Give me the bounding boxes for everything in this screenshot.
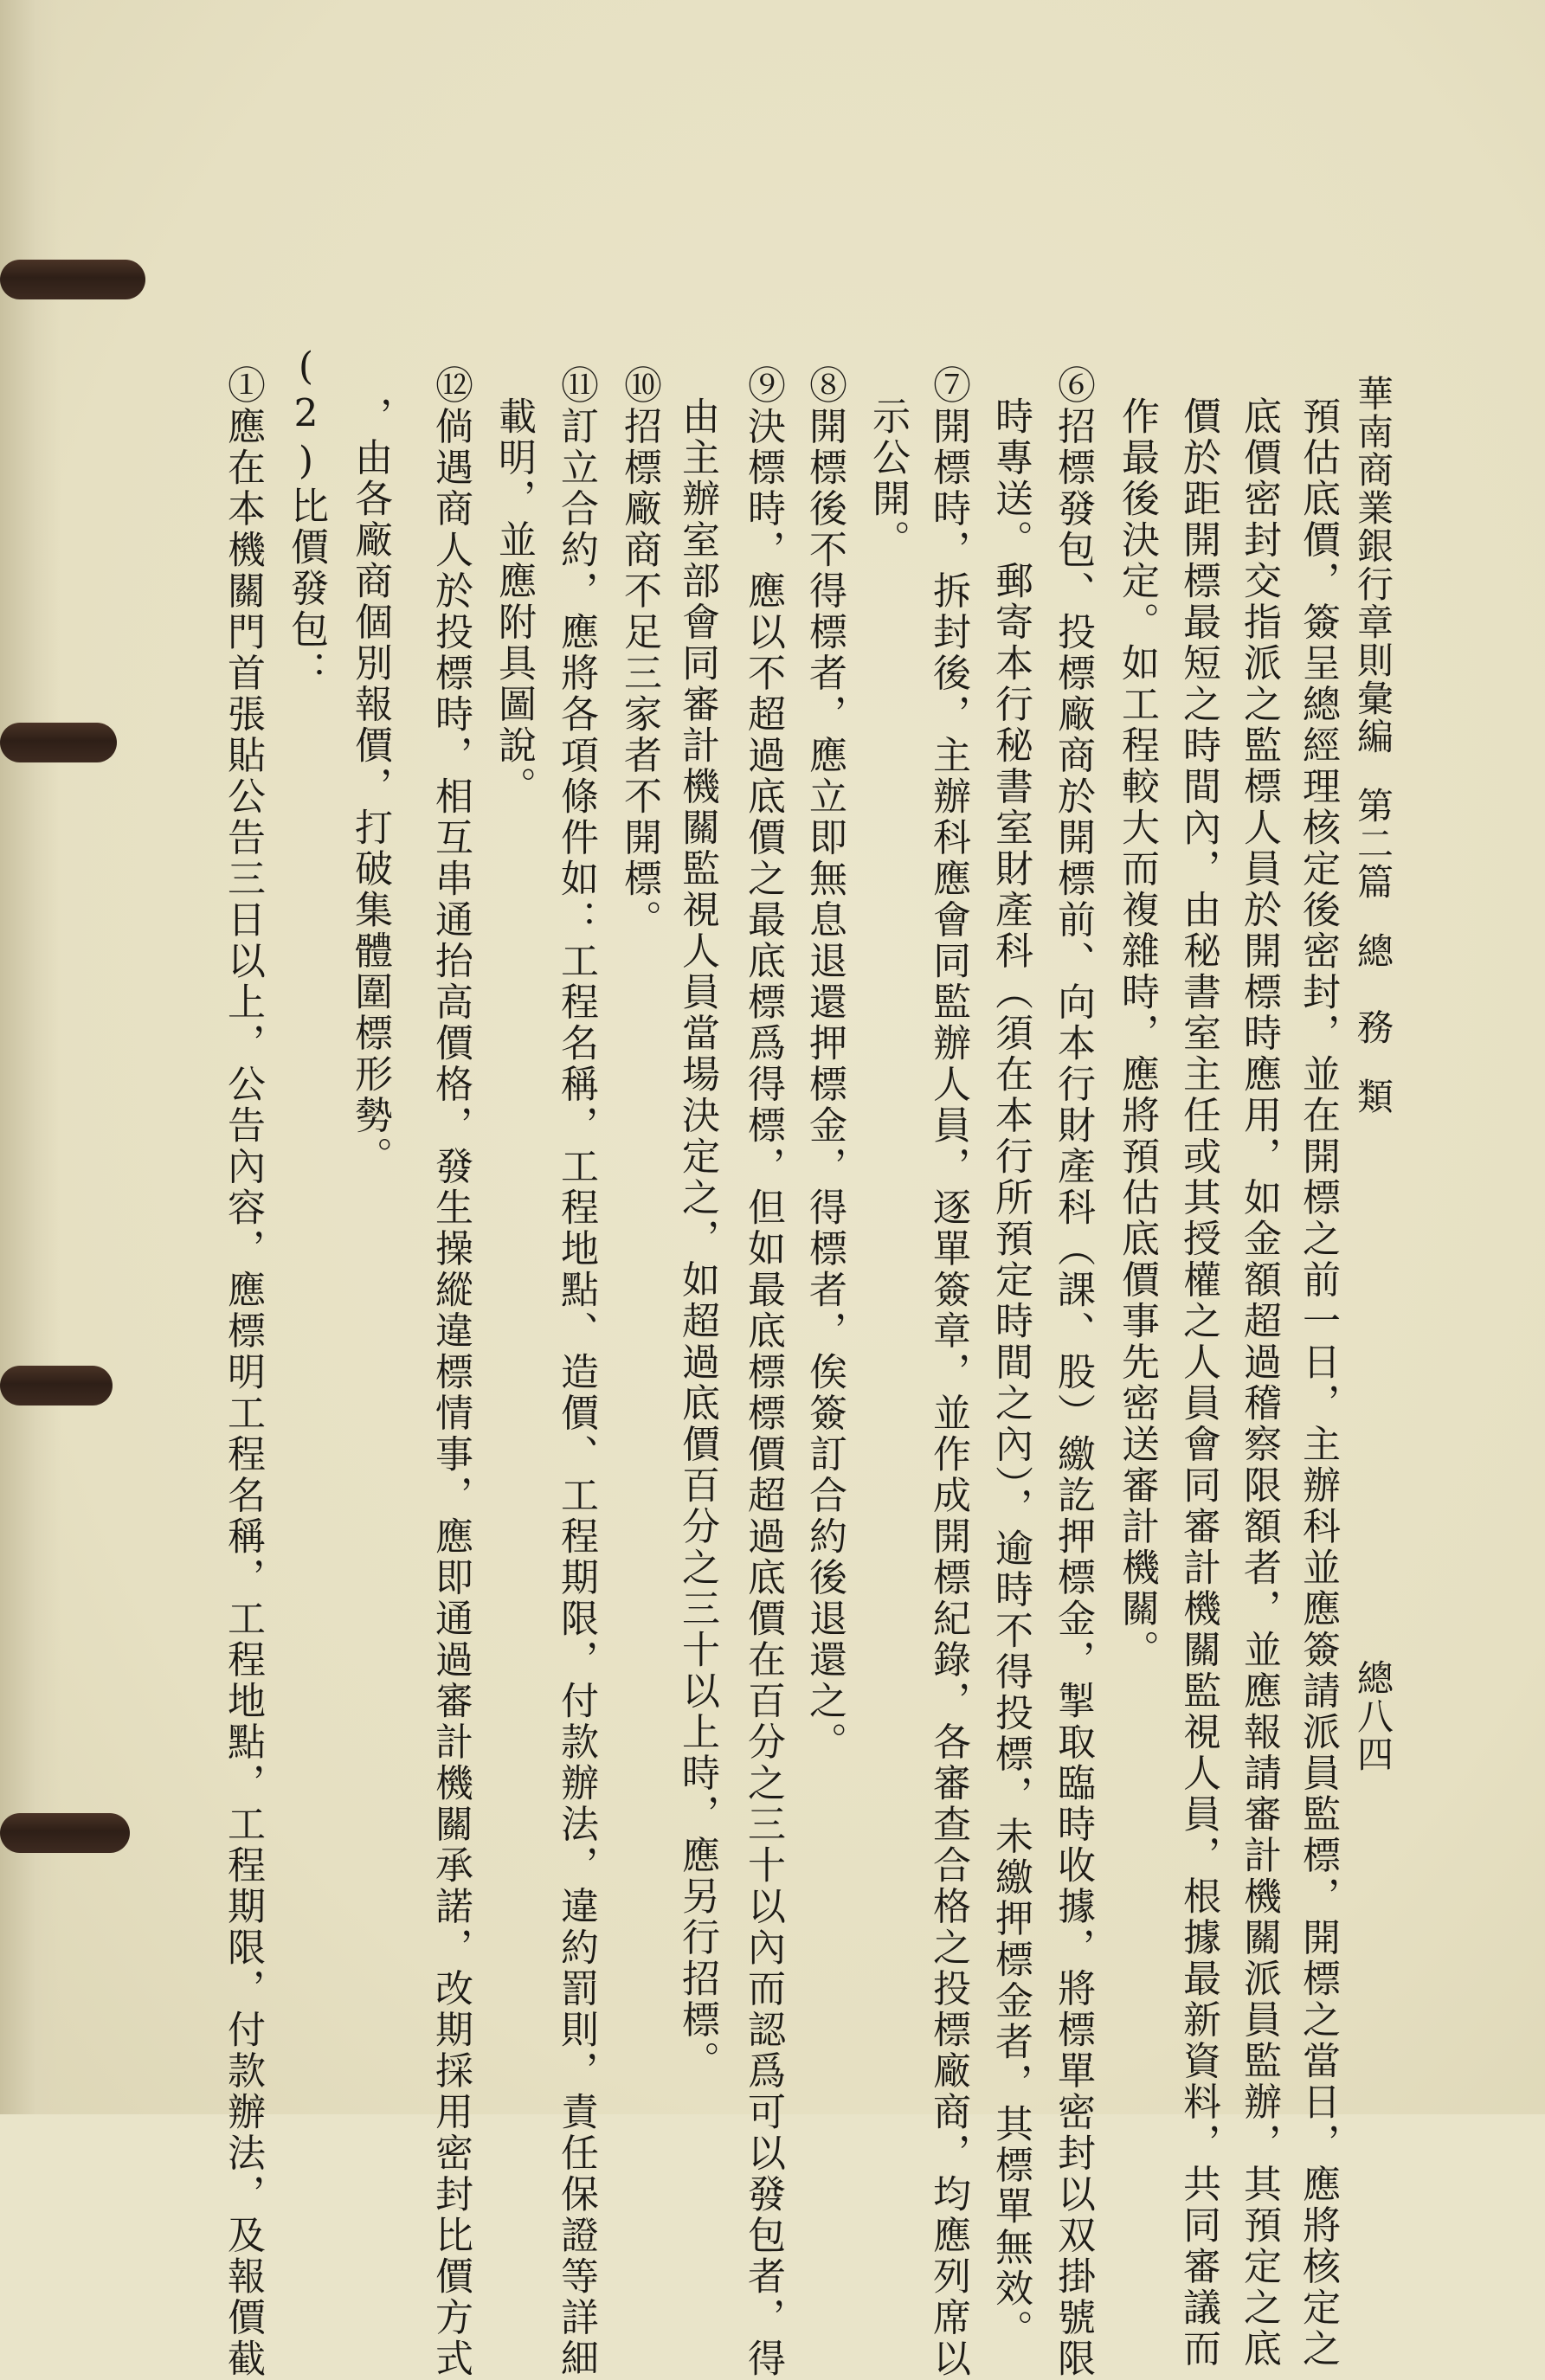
text-line: 載明，並應附具圖說。	[492, 396, 536, 807]
section-label: 總 務	[1352, 932, 1394, 1046]
running-header	[1352, 375, 1394, 1116]
text-line: 由主辦室部會同審計機關監視人員當場決定之，如超過底價百分之三十以上時，應另行招標。	[675, 396, 719, 2082]
text-line: ⑫倘遇商人於投標時，相互串通抬高價格，發生操縱違標情事，應即通過審計機關承諾，改期採用密封比價方式	[428, 365, 473, 2380]
text-line: 底價密封交指派之監標人員於開標時應用，如金額超過稽察限額者，並應報請審計機關派員監辦，其預定之底	[1237, 396, 1281, 2370]
text-line: (2)比價發包：	[284, 344, 328, 691]
part-label: 第二篇	[1352, 787, 1394, 901]
text-line: 價於距開標最短之時間內，由秘書室主任或其授權之人員會同審計機關監視人員，根據最新資料，共同審議而	[1176, 396, 1220, 2370]
text-line: 作最後決定。如工程較大而複雜時，應將預估底價事先密送審計機關。	[1115, 396, 1159, 1671]
text-line: ⑦開標時，拆封後，主辦科應會同監辦人員，逐單簽章，並作成開標紀錄，各審查合格之投標廠商，均應列席以	[926, 365, 970, 2380]
category-label: 類	[1352, 1077, 1394, 1116]
text-line: ⑥招標發包、投標廠商於開標前、向本行財產科（課、股）繳訖押標金，掣取臨時收據，將標單密封以双掛號限	[1051, 365, 1095, 2380]
text-line: ⑪訂立合約，應將各項條件如：工程名稱，工程地點、造價、工程期限，付款辦法，違約罰則，責任保證等詳細	[554, 365, 598, 2380]
binding-string	[0, 723, 117, 762]
page-number: 總八四	[1352, 1659, 1394, 1773]
binding-string	[0, 1366, 113, 1405]
text-line: ①應在本機關門首張貼公告三日以上，公告內容，應標明工程名稱，工程地點，工程期限，付款辦法，及報價截	[221, 365, 265, 2380]
text-line: ，由各廠商個別報價，打破集體圍標形勢。	[348, 396, 392, 1178]
binding-edge-shadow	[0, 0, 61, 2114]
text-line: ⑩招標廠商不足三家者不開標。	[617, 365, 661, 941]
binding-string	[0, 1813, 130, 1853]
book-title: 華南商業銀行章則彙編	[1352, 375, 1394, 756]
text-line: ⑨決標時，應以不超過底價之最底標爲得標，但如最底標標價超過底價在百分之三十以內而認爲可以發包者，得	[741, 365, 785, 2380]
text-line: 時專送。郵寄本行秘書室財產科（須在本行所預定時間之內），逾時不得投標，未繳押標金者，其標單無效。	[988, 396, 1033, 2351]
text-line: ⑧開標後不得標者，應立即無息退還押標金，得標者，俟簽訂合約後退還之。	[802, 365, 847, 1763]
text-line: 示公開。	[866, 396, 910, 561]
binding-string	[0, 260, 145, 299]
text-line: 預估底價，簽呈總經理核定後密封，並在開標之前一日，主辦科並應簽請派員監標，開標之當日，應將核定之	[1296, 396, 1340, 2370]
